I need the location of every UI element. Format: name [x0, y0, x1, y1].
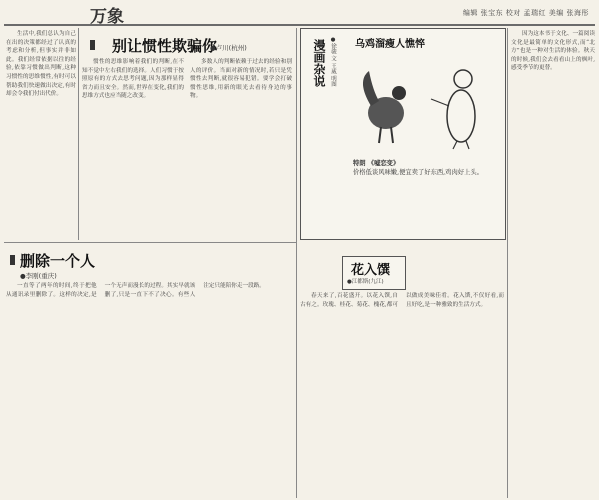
masthead — [4, 2, 595, 26]
habit-headline: 别让惯性欺骗你 — [112, 37, 218, 55]
column-rule — [296, 28, 297, 498]
headline-marker — [10, 255, 15, 265]
rooster-tail — [363, 71, 379, 106]
rooster-leg — [391, 127, 393, 143]
person-leg — [453, 141, 457, 149]
flower-byline: ●江都斯(九江) — [347, 279, 384, 285]
person-head — [454, 70, 472, 88]
far-right-text: 因为这本书于文化、一篇阅读文化是最简单的文化形式,而“北方”也是一种对生活的体验。秋天的时候,我们会去看看山上的枫叶,感受季节的更替。 — [511, 31, 595, 72]
rooster-head — [392, 86, 406, 100]
habit-text-left: 生活中,我们总认为自己在出的决策都经过了认真的考虑和分析,但事实并非如此。我们经常依据以往的经验,依靠习惯做出判断,这种习惯性的思维惯性,有时可以帮助我们快速做出决定,有时却会令我们付出代价。 — [6, 31, 76, 98]
section-title: 万象 — [90, 7, 124, 27]
delete-headline: 删除一个人 — [20, 252, 96, 270]
cartoon-artist: ●徐骏 文 王威 明图 — [330, 37, 336, 87]
cartoon-caption — [353, 159, 499, 229]
person-arm — [431, 99, 449, 106]
flower-headline-box — [342, 256, 406, 290]
headline-marker — [90, 40, 95, 50]
cartoon-caption-title: 特朗 《嘘恋变》 — [353, 160, 400, 167]
cartoon-illustration — [351, 51, 501, 151]
cartoon-column-title: 漫画杂说 — [312, 39, 326, 87]
delete-byline: ●李刚(重庆) — [20, 272, 57, 280]
column-rule — [78, 28, 79, 240]
habit-text-right: 多数人的判断依赖于过去的经验和别人的评价。当面对新的情况时,若只是凭惯性去判断,就很容易犯错。要学会打破惯性思维,用新的眼光去看待身边的事物。 — [190, 59, 292, 100]
flower-text: 春天来了,百花盛开。以花入馔,自古有之。玫瑰、桂花、菊花、槐花,都可以做成美味佳肴。花入馔,不仅好看,而且好吃,是一种雅致的生活方式。 — [300, 293, 504, 308]
column-rule — [507, 28, 508, 498]
rooster-leg — [379, 127, 381, 143]
credits-line: 编辑 张宝东 校对 孟瑞红 美编 张海彤 — [462, 9, 589, 17]
section-divider — [4, 242, 296, 243]
habit-byline: ●卢川(杭州) — [210, 44, 247, 52]
person-leg — [466, 141, 469, 149]
delete-text: 一直等了两年的时间,终于把他从通讯录里删除了。这样的决定,是一个无声而漫长的过程。其实早就该删了,只是一直下不了决心。有些人注定只能陪你走一段路。 — [6, 283, 265, 298]
cartoon-caption-text: 价格低谈风味嫩,便宜卖了好东西,鸡肉好上头。 — [353, 169, 483, 176]
cartoon-panel — [300, 28, 506, 240]
habit-text-mid: 惯性的思维影响着我们的判断,在不知不觉中左右我们的选择。人们习惯于按照原有的方式去思考问题,因为那样显得省力而且安全。然而,世界在变化,我们的思维方式也应当随之改变。 — [82, 59, 184, 100]
cartoon-headline: 乌鸡溜瘦人憔悴 — [355, 39, 425, 50]
flower-headline: 花入馔 — [351, 263, 391, 278]
person-body — [447, 90, 475, 142]
